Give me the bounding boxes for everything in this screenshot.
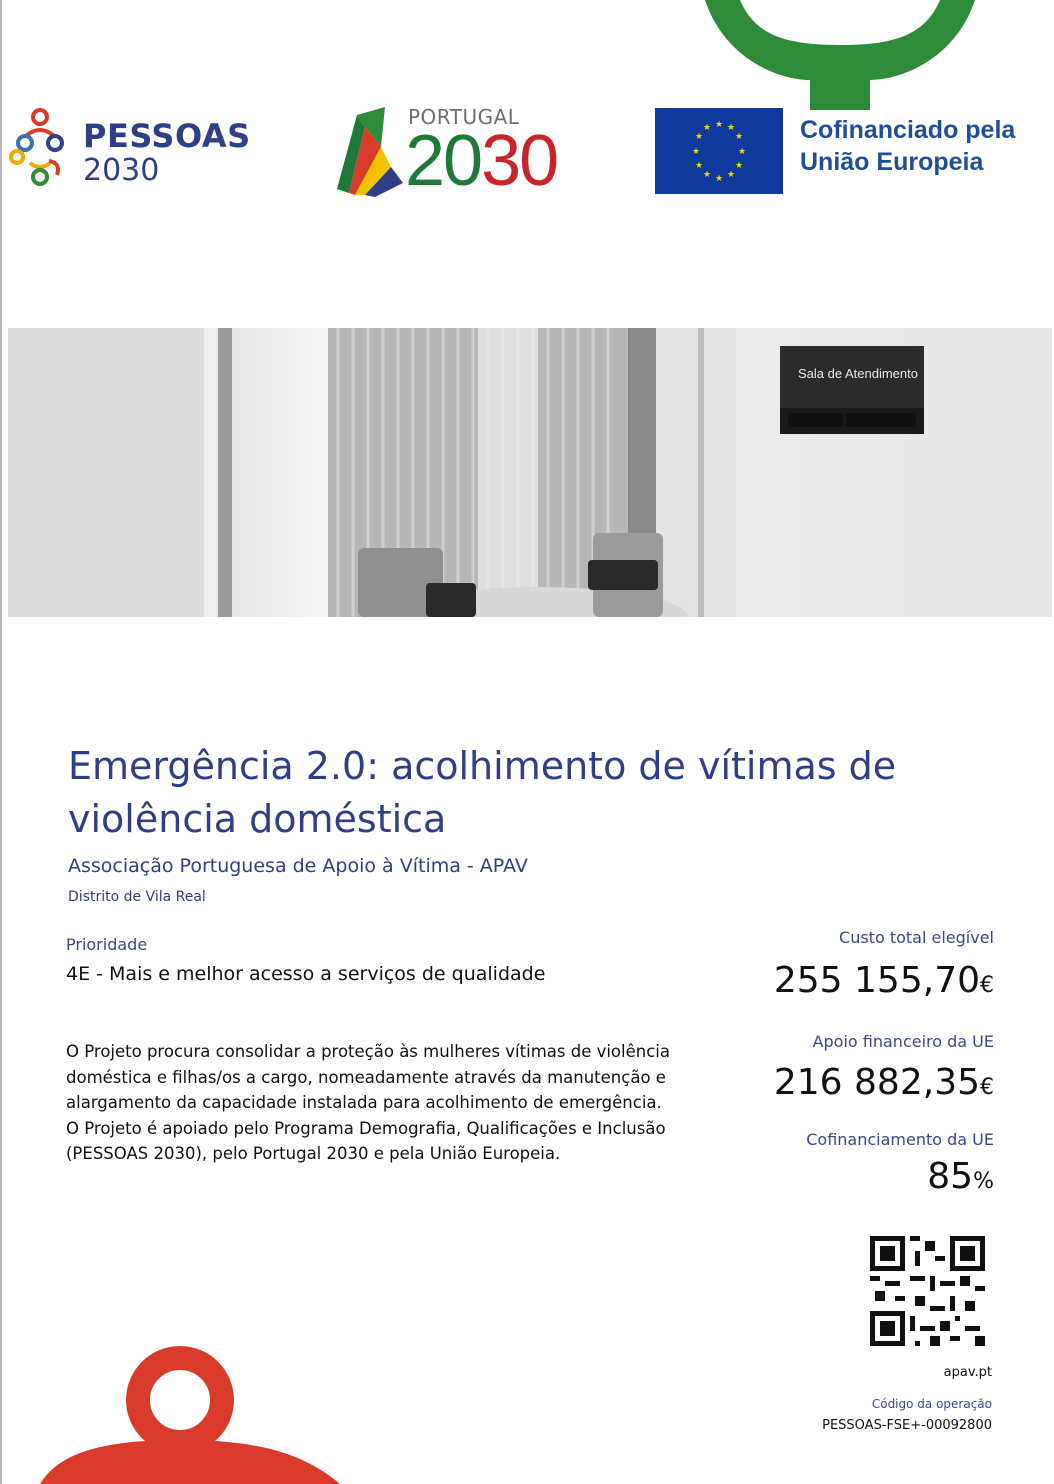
svg-text:★: ★ xyxy=(702,123,712,133)
pessoas-people-icon xyxy=(5,105,75,197)
description-paragraph-2: O Projeto é apoiado pelo Programa Demografia, Qualificações e Inclusão (PESSOAS 2030), pelo Portugal 2030 e pela União Europeia. xyxy=(66,1118,666,1163)
total-cost-label: Custo total elegível xyxy=(839,928,994,947)
description-paragraph-1: O Projeto procura consolidar a proteção às mulheres vítimas de violência doméstica e filhas/os a cargo, nomeadamente através da manutenção e alargamento da capacidade instalada para acolhimento de emergência. xyxy=(66,1042,670,1112)
cofinancing-label: Cofinanciamento da UE xyxy=(806,1130,994,1149)
portugal-year: 2030 xyxy=(405,121,558,201)
cofinancing-value: 85% xyxy=(927,1156,994,1197)
portugal-2030-logo xyxy=(335,105,585,200)
left-border xyxy=(0,0,2,1484)
priority-value: 4E - Mais e melhor acesso a serviços de qualidade xyxy=(66,963,546,985)
pessoas-year: 2030 xyxy=(83,153,160,188)
operation-code-value: PESSOAS-FSE+-00092800 xyxy=(822,1418,992,1433)
decorative-green-figure xyxy=(690,0,990,110)
eu-flag xyxy=(655,108,783,194)
priority-label: Prioridade xyxy=(66,935,148,954)
svg-text:★: ★ xyxy=(702,170,712,180)
pessoas-2030-logo xyxy=(5,105,265,200)
svg-text:★: ★ xyxy=(737,147,747,157)
operation-code-label: Código da operação xyxy=(871,1397,992,1411)
svg-text:★: ★ xyxy=(694,161,704,171)
svg-text:★: ★ xyxy=(734,161,744,171)
qr-code[interactable] xyxy=(870,1235,985,1347)
eu-cofinancing-text: Cofinanciado pela União Europeia xyxy=(800,116,1016,176)
svg-text:★: ★ xyxy=(734,132,744,142)
decorative-red-figure xyxy=(40,1330,360,1484)
organization-name: Associação Portuguesa de Apoio à Vítima - APAV xyxy=(68,855,528,877)
eu-support-value: 216 882,35€ xyxy=(773,1062,994,1103)
eu-support-label: Apoio financeiro da UE xyxy=(812,1032,994,1051)
sign-text: Sala de Atendimento xyxy=(798,366,918,381)
website-link[interactable]: apav.pt xyxy=(943,1365,992,1380)
office-photo xyxy=(8,328,1052,617)
svg-text:★: ★ xyxy=(726,170,736,180)
svg-text:★: ★ xyxy=(726,123,736,133)
project-title: Emergência 2.0: acolhimento de vítimas de violência doméstica xyxy=(68,744,897,841)
svg-text:★: ★ xyxy=(691,147,701,157)
svg-text:★: ★ xyxy=(694,132,704,142)
svg-text:★: ★ xyxy=(714,174,724,184)
district: Distrito de Vila Real xyxy=(68,889,206,905)
portugal-wordmark: PORTUGAL xyxy=(408,105,520,129)
project-description xyxy=(66,1039,706,1167)
svg-text:★: ★ xyxy=(714,120,724,130)
total-cost-value: 255 155,70€ xyxy=(773,960,994,1001)
portugal-flag-shape xyxy=(335,107,405,197)
pessoas-wordmark: PESSOAS xyxy=(83,117,251,155)
